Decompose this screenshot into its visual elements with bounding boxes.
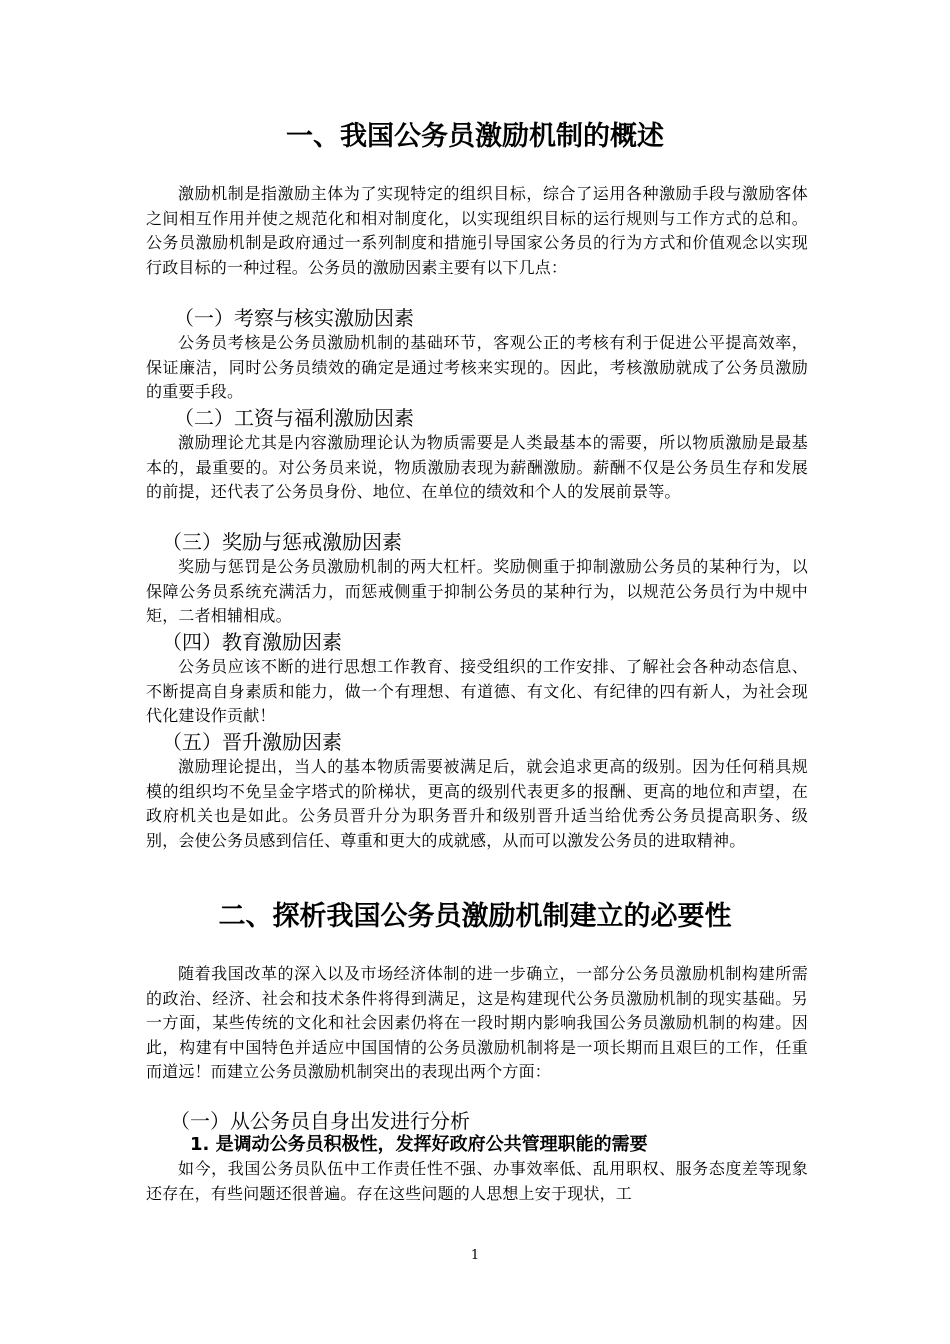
section2-title: 二、探析我国公务员激励机制建立的必要性	[218, 901, 732, 932]
section2-point-text: 如今，我国公务员队伍中工作责任性不强、办事效率低、乱用职权、服务态度差等现象还存在，有些问题还很普遍。存在这些问题的人思想上安于现状，工	[146, 1159, 808, 1203]
section2-subheading: （一）从公务员自身出发进行分析	[170, 1109, 470, 1133]
subsection-heading-1: （一）考察与核实激励因素	[174, 306, 414, 330]
section2-intro: 随着我国改革的深入以及市场经济体制的进一步确立，一部分公务员激励机制构建所需的政治、经济、社会和技术条件将得到满足，这是构建现代公务员激励机制的现实基础。另一方面，某些传统的文化和社会因素仍将在一段时期内影响我国公务员激励机制的构建。因此，构建有中国特色并适应中国国情的公务员激励机制将是一项长期而且艰巨的工作，任重而道远！而建立公务员激励机制突出的表现出两个方面：	[146, 964, 808, 1082]
page-number: 1	[470, 1248, 480, 1263]
subsection-text-5: 激励理论提出，当人的基本物质需要被满足后，就会追求更高的级别。因为任何稍具规模的组织均不免呈金字塔式的阶梯状，更高的级别代表更多的报酬、更高的地位和声望，在政府机关也是如此。公务员晋升分为职务晋升和级别晋升适当给优秀公务员提高职务、级别，会使公务员感到信任、尊重和更大的成就感，从而可以激发公务员的进取精神。	[146, 757, 808, 850]
subsection-heading-2: （二）工资与福利激励因素	[174, 406, 414, 430]
subsection-heading-5: （五）晋升激励因素	[162, 730, 342, 754]
subsection-text-3: 奖励与惩罚是公务员激励机制的两大杠杆。奖励侧重于抑制激励公务员的某种行为，以保障公务员系统充满活力，而惩戒侧重于抑制公务员的某种行为，以规范公务员行为中规中矩，二者相辅相成。	[146, 557, 808, 626]
section1-title: 一、我国公务员激励机制的概述	[286, 121, 664, 152]
section1-intro: 激励机制是指激励主体为了实现特定的组织目标，综合了运用各种激励手段与激励客体之间相互作用并使之规范化和相对制度化，以实现组织目标的运行规则与工作方式的总和。公务员激励机制是政府通过一系列制度和措施引导国家公务员的行为方式和价值观念以实现行政目标的一种过程。公务员的激励因素主要有以下几点：	[146, 184, 808, 277]
section2-point-heading: 1. 是调动公务员积极性，发挥好政府公共管理职能的需要	[190, 1134, 648, 1155]
subsection-heading-4: （四）教育激励因素	[162, 630, 342, 654]
subsection-text-2: 激励理论尤其是内容激励理论认为物质需要是人类最基本的需要，所以物质激励是最基本的，最重要的。对公务员来说，物质激励表现为薪酬激励。薪酬不仅是公务员生存和发展的前提，还代表了公务员身份、地位、在单位的绩效和个人的发展前景等。	[146, 433, 808, 502]
subsection-text-1: 公务员考核是公务员激励机制的基础环节，客观公正的考核有利于促进公平提高效率，保证廉洁，同时公务员绩效的确定是通过考核来实现的。因此，考核激励就成了公务员激励的重要手段。	[146, 333, 808, 402]
subsection-text-4: 公务员应该不断的进行思想工作教育、接受组织的工作安排、了解社会各种动态信息、不断提高自身素质和能力，做一个有理想、有道德、有文化、有纪律的四有新人，为社会现代化建设作贡献！	[146, 657, 808, 726]
subsection-heading-3: （三）奖励与惩戒激励因素	[162, 530, 402, 554]
